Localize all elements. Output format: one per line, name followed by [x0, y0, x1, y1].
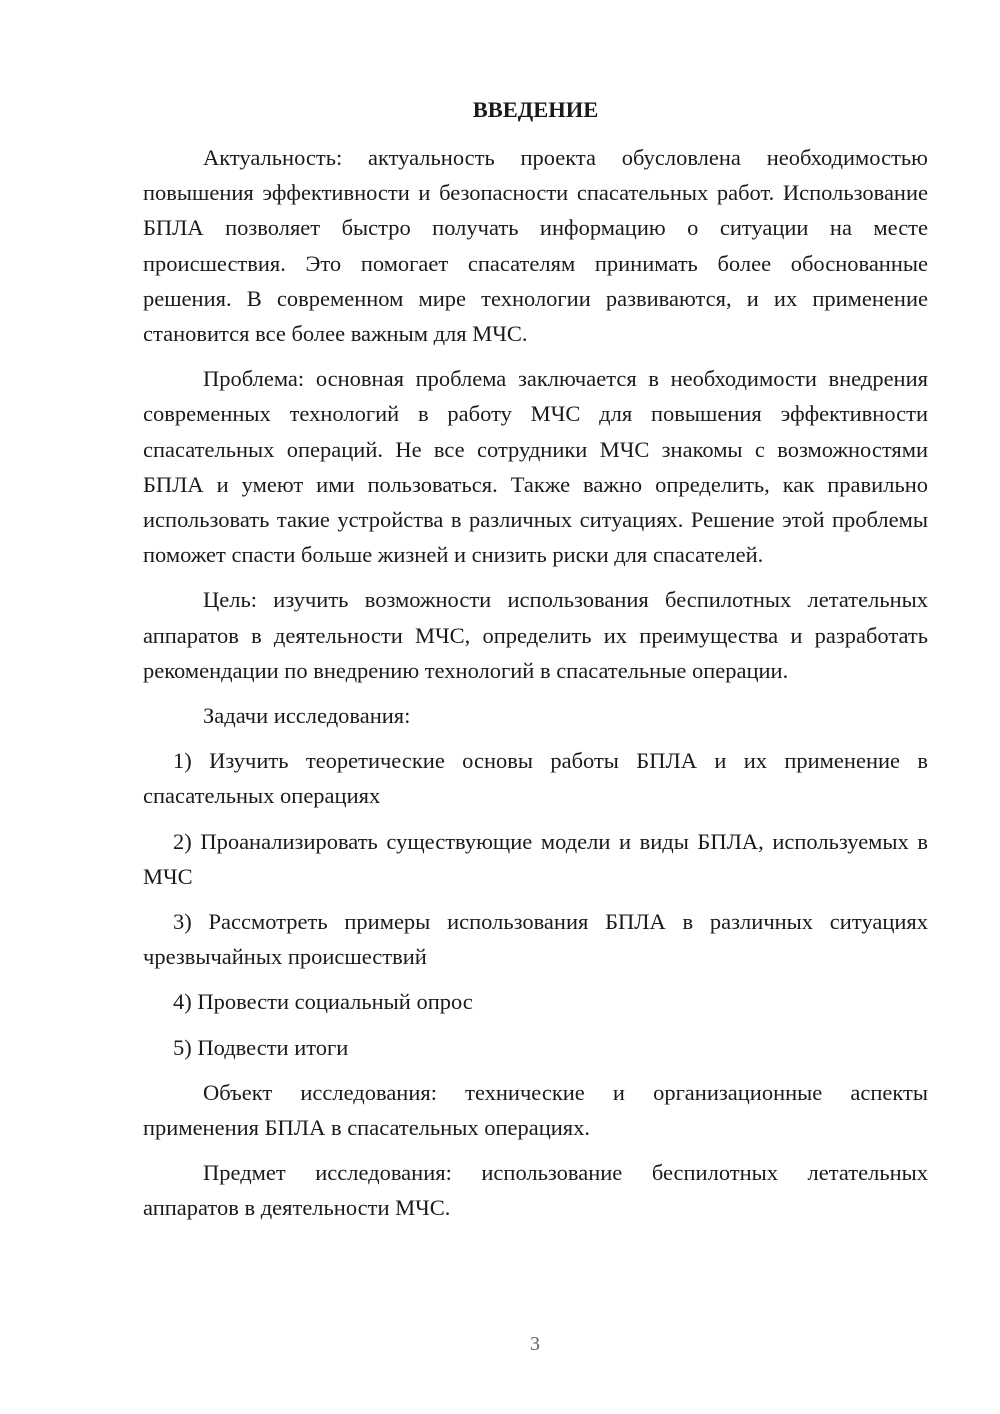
- section-title: ВВЕДЕНИЕ: [472, 97, 599, 122]
- task-item-1: 1) Изучить теоретические основы работы БПЛА и их применение в спасательных операциях: [143, 748, 928, 809]
- task-item-3: 3) Рассмотреть примеры использования БПЛА в различных ситуациях чрезвычайных происшествий: [143, 909, 928, 970]
- paragraph-subject: Предмет исследования: использование беспилотных летательных аппаратов в деятельности МЧС.: [143, 1160, 928, 1221]
- paragraph-relevance: Актуальность: актуальность проекта обусловлена необходимостью повышения эффективности и безопасности спасательных работ. Использование БПЛА позволяет быстро получать информацию о ситуации на месте происшествия. Это помогает спасателям принимать более обоснованные решения. В современном мире технологии развиваются, и их применение становится все более важным для МЧС.: [143, 145, 928, 347]
- paragraph-goal: Цель: изучить возможности использования беспилотных летательных аппаратов в деятельности МЧС, определить их преимущества и разработать рекомендации по внедрению технологий в спасательные операции.: [143, 587, 928, 683]
- task-item-2: 2) Проанализировать существующие модели и виды БПЛА, используемых в МЧС: [143, 828, 928, 889]
- document-body: [143, 92, 928, 1236]
- task-item-4: 4) Провести социальный опрос: [173, 989, 473, 1015]
- task-item-5: 5) Подвести итоги: [173, 1034, 349, 1060]
- paragraph-problem: Проблема: основная проблема заключается в необходимости внедрения современных технологий в работу МЧС для повышения эффективности спасательных операций. Не все сотрудники МЧС знакомы с возможностями БПЛА и умеют ими пользоваться. Также важно определить, как правильно использовать такие устройства в различных ситуациях. Решение этой проблемы поможет спасти больше жизней и снизить риски для спасателей.: [143, 366, 928, 568]
- page-number: 3: [530, 1333, 540, 1355]
- tasks-heading: Задачи исследования:: [203, 703, 411, 729]
- paragraph-object: Объект исследования: технические и организационные аспекты применения БПЛА в спасательных операциях.: [143, 1079, 928, 1141]
